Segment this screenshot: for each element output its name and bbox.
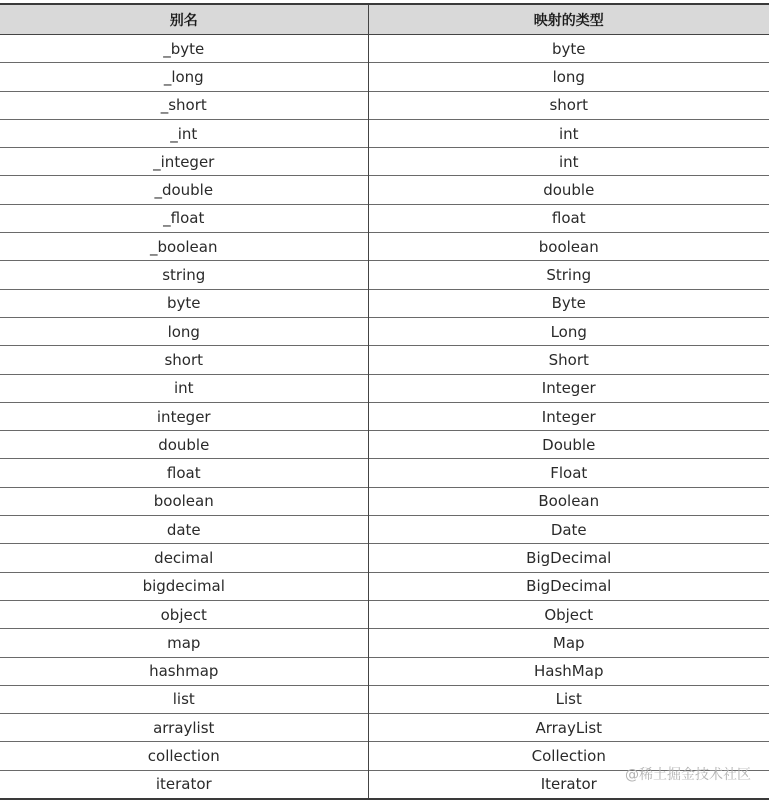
table-row (0, 487, 769, 515)
document-page (0, 3, 771, 799)
mapped-type-cell: BigDecimal (368, 544, 769, 572)
alias-cell: double (0, 431, 368, 459)
mapped-type-cell: Float (368, 459, 769, 487)
header-alias: 别名 (0, 4, 368, 35)
table-row (0, 148, 769, 176)
table-row (0, 714, 769, 742)
table-row (0, 685, 769, 713)
table-row (0, 204, 769, 232)
mapped-type-cell: Integer (368, 402, 769, 430)
mapped-type-cell: BigDecimal (368, 572, 769, 600)
alias-cell: list (0, 685, 368, 713)
mapped-type-cell: long (368, 63, 769, 91)
mapped-type-cell: double (368, 176, 769, 204)
mapped-type-cell: Collection (368, 742, 769, 770)
alias-cell: decimal (0, 544, 368, 572)
table-row (0, 91, 769, 119)
mapped-type-cell: Integer (368, 374, 769, 402)
mapped-type-cell: int (368, 119, 769, 147)
table-row (0, 742, 769, 770)
watermark-text: @稀土掘金技术社区 (625, 767, 751, 783)
table-row (0, 544, 769, 572)
table-header-row (0, 4, 769, 35)
table-row (0, 431, 769, 459)
alias-cell: iterator (0, 770, 368, 799)
mapped-type-cell: Iterator (368, 770, 769, 799)
mapped-type-cell: Object (368, 600, 769, 628)
table-row (0, 176, 769, 204)
table-row (0, 459, 769, 487)
mapped-type-cell: short (368, 91, 769, 119)
table-row (0, 657, 769, 685)
alias-cell: _float (0, 204, 368, 232)
table-row (0, 770, 769, 799)
mapped-type-cell: Map (368, 629, 769, 657)
alias-cell: int (0, 374, 368, 402)
mapped-type-cell: boolean (368, 233, 769, 261)
mapped-type-cell: byte (551, 39, 586, 58)
mapped-type-cell: List (368, 685, 769, 713)
mapped-type-cell: Short (368, 346, 769, 374)
mapped-type-cell: String (368, 261, 769, 289)
alias-cell: object (0, 600, 368, 628)
table-row (0, 317, 769, 345)
alias-cell: integer (0, 402, 368, 430)
table-row (0, 35, 769, 63)
alias-cell: _integer (0, 148, 368, 176)
table-row (0, 402, 769, 430)
alias-cell: hashmap (0, 657, 368, 685)
table-row (0, 572, 769, 600)
alias-cell: _double (0, 176, 368, 204)
alias-cell: collection (0, 742, 368, 770)
mapped-type-cell: Byte (368, 289, 769, 317)
table-row (0, 119, 769, 147)
alias-cell: _byte (0, 35, 368, 63)
table-body (0, 35, 769, 800)
table-row (0, 346, 769, 374)
header-mapped-type: 映射的类型 (368, 4, 769, 35)
mapped-type-cell: Boolean (368, 487, 769, 515)
alias-cell: byte (0, 289, 368, 317)
mapped-type-cell: Double (368, 431, 769, 459)
alias-cell: float (0, 459, 368, 487)
alias-cell: date (0, 516, 368, 544)
alias-cell: _int (0, 119, 368, 147)
alias-cell: _boolean (0, 233, 368, 261)
table-row (0, 63, 769, 91)
alias-cell: short (0, 346, 368, 374)
mapped-type-cell: ArrayList (368, 714, 769, 742)
alias-cell: _long (0, 63, 368, 91)
alias-cell: long (0, 317, 368, 345)
mapped-type-cell: float (368, 204, 769, 232)
table-row (0, 233, 769, 261)
mapped-type-cell: Long (368, 317, 769, 345)
table-row (0, 261, 769, 289)
table-row (0, 600, 769, 628)
alias-cell: arraylist (0, 714, 368, 742)
table-row (0, 516, 769, 544)
table-row (0, 374, 769, 402)
alias-cell: map (0, 629, 368, 657)
alias-cell: _short (0, 91, 368, 119)
alias-cell: string (0, 261, 368, 289)
table-row (0, 289, 769, 317)
mapped-type-cell: Date (368, 516, 769, 544)
mapped-type-cell: HashMap (368, 657, 769, 685)
alias-cell: boolean (0, 487, 368, 515)
alias-cell: bigdecimal (0, 572, 368, 600)
table-row (0, 629, 769, 657)
type-alias-table (0, 3, 769, 800)
mapped-type-cell: int (368, 148, 769, 176)
